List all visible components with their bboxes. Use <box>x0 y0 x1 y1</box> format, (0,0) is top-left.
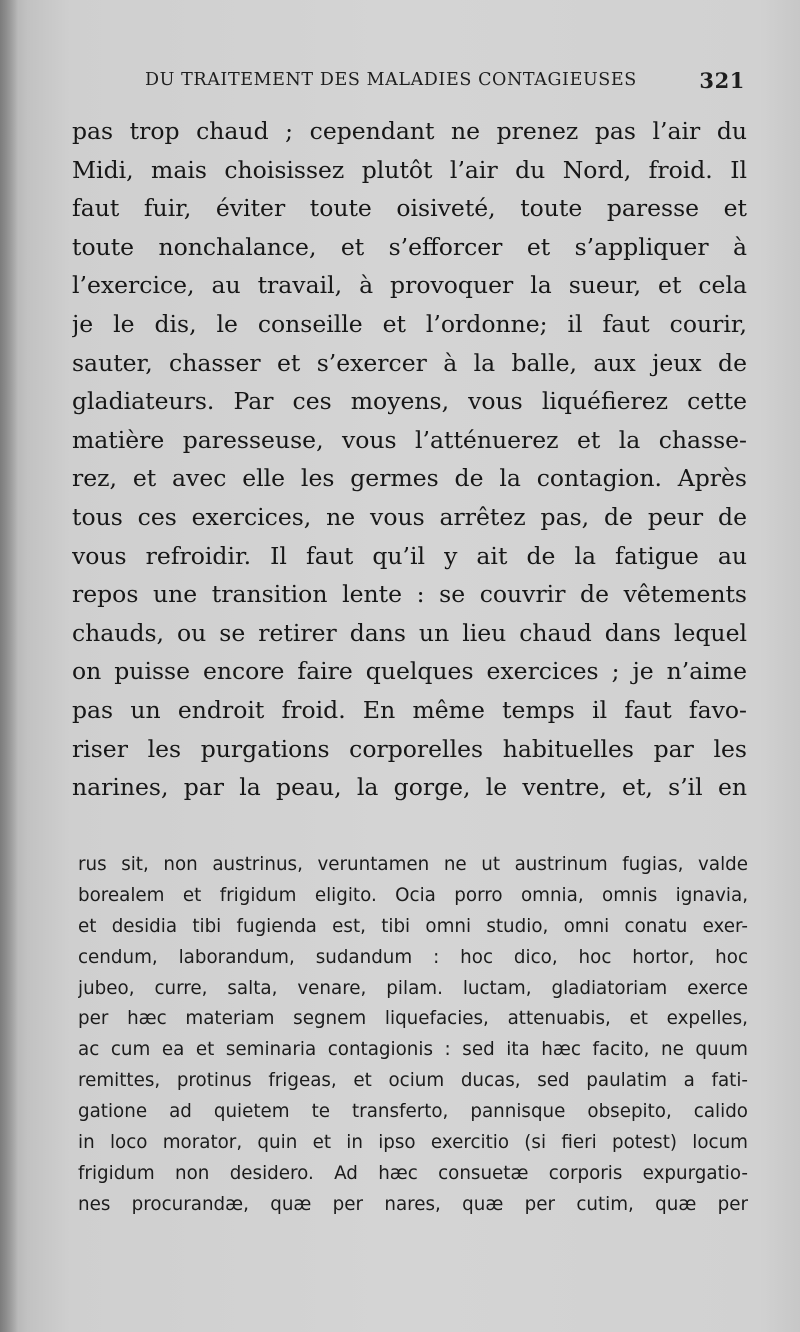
text-line: riser les purgations corporelles habituelles par les <box>72 734 747 763</box>
text-line: narines, par la peau, la gorge, le ventre, et, s’il en <box>72 773 747 802</box>
text-line: toute nonchalance, et s’efforcer et s’appliquer à <box>72 232 747 261</box>
text-line: je le dis, le conseille et l’ordonne; il faut courir, <box>72 309 747 338</box>
latin-text-line: borealem et frigidum eligito. Ocia porro omnia, omnis ignavia, <box>78 884 748 906</box>
latin-text-line: per hæc materiam segnem liquefacies, attenuabis, et expelles, <box>78 1008 748 1030</box>
text-line: matière paresseuse, vous l’atténuerez et la chasse- <box>72 425 747 454</box>
page-number: 321 <box>699 68 745 93</box>
latin-text-line: in loco morator, quin et in ipso exercitio (si fieri potest) locum <box>78 1132 748 1154</box>
page-gutter-shadow <box>0 0 18 1332</box>
latin-text-line: ac cum ea et seminaria contagionis : sed ita hæc facito, ne quum <box>78 1039 748 1061</box>
text-line: pas un endroit froid. En même temps il faut favo- <box>72 695 747 724</box>
text-line: tous ces exercices, ne vous arrêtez pas, de peur de <box>72 502 747 531</box>
text-line: repos une transition lente : se couvrir de vêtements <box>72 580 747 609</box>
text-line: rez, et avec elle les germes de la contagion. Après <box>72 464 747 493</box>
latin-text-line: cendum, laborandum, sudandum : hoc dico, hoc hortor, hoc <box>78 946 748 968</box>
text-line: on puisse encore faire quelques exercices ; je n’aime <box>72 657 747 686</box>
text-line: gladiateurs. Par ces moyens, vous liquéfierez cette <box>72 387 747 416</box>
main-french-text <box>72 112 747 807</box>
latin-text-line: et desidia tibi fugienda est, tibi omni studio, omni conatu exer- <box>78 915 748 937</box>
running-head <box>145 70 745 100</box>
text-line: vous refroidir. Il faut qu’il y ait de la fatigue au <box>72 541 747 570</box>
text-line: faut fuir, éviter toute oisiveté, toute paresse et <box>72 194 747 223</box>
text-line: l’exercice, au travail, à provoquer la sueur, et cela <box>72 271 747 300</box>
latin-text-line: frigidum non desidero. Ad hæc consuetæ corporis expurgatio- <box>78 1162 748 1184</box>
latin-text-line: nes procurandæ, quæ per nares, quæ per cutim, quæ per <box>78 1193 748 1215</box>
latin-text-line: jubeo, curre, salta, venare, pilam. luctam, gladiatoriam exerce <box>78 977 748 999</box>
text-line: Midi, mais choisissez plutôt l’air du Nord, froid. Il <box>72 155 747 184</box>
latin-footnote-text <box>78 850 748 1221</box>
latin-text-line: rus sit, non austrinus, veruntamen ne ut austrinum fugias, valde <box>78 854 748 875</box>
running-head-title: DU TRAITEMENT DES MALADIES CONTAGIEUSES <box>145 70 637 90</box>
latin-text-line: gatione ad quietem te transferto, pannisque obsepito, calido <box>78 1101 748 1123</box>
text-line: chauds, ou se retirer dans un lieu chaud dans lequel <box>72 618 747 647</box>
text-line: pas trop chaud ; cependant ne prenez pas l’air du <box>72 117 747 145</box>
latin-text-line: remittes, protinus frigeas, et ocium ducas, sed paulatim a fati- <box>78 1070 748 1092</box>
text-line: sauter, chasser et s’exercer à la balle, aux jeux de <box>72 348 747 377</box>
